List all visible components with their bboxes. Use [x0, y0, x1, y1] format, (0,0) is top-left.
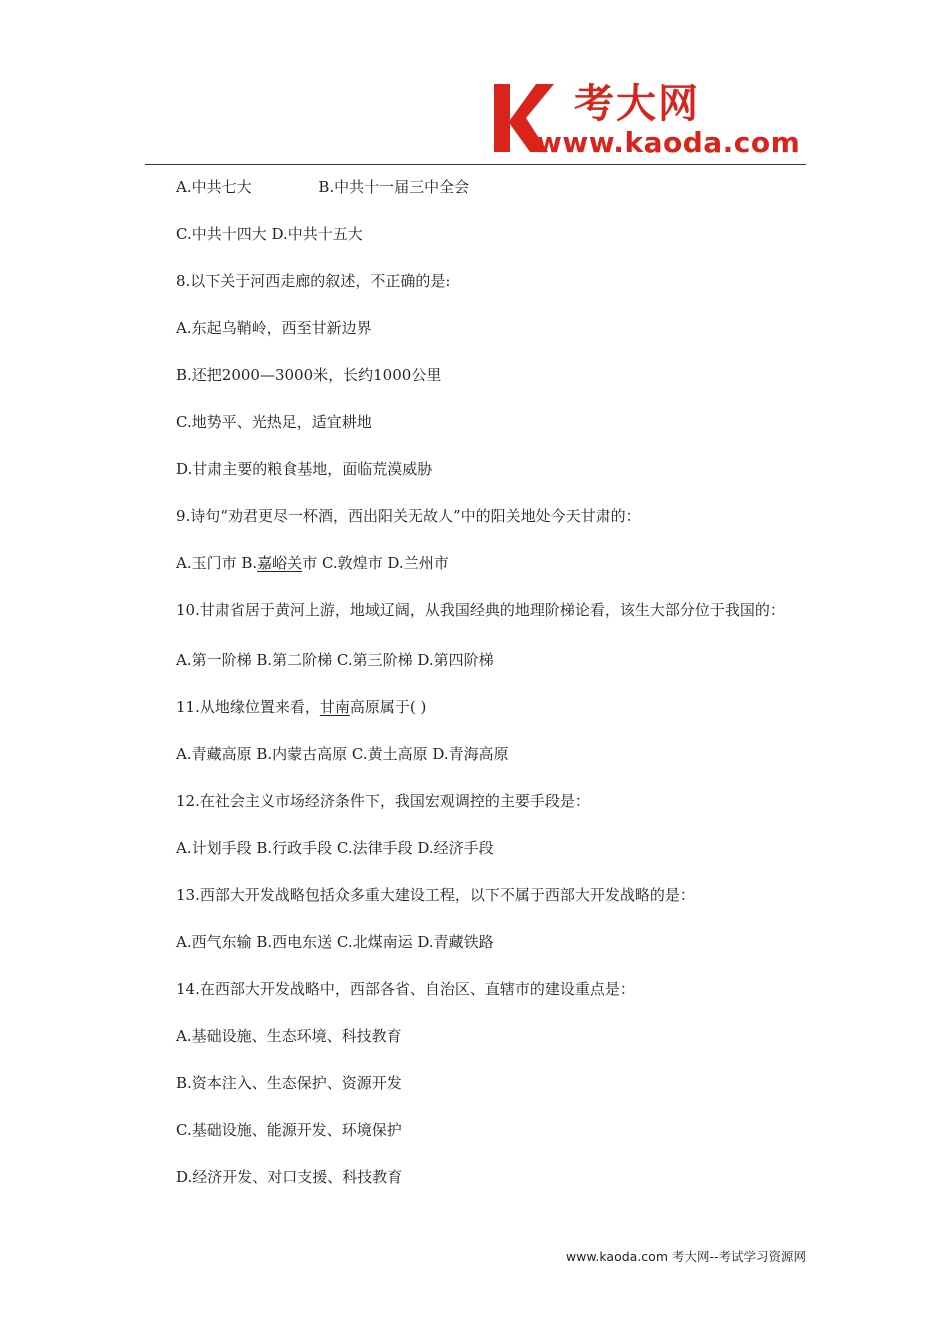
- option-line: D.经济开发、对口支援、科技教育: [176, 1168, 403, 1186]
- logo-url: www.kaoda.com: [536, 126, 801, 159]
- question-12: 12.在社会主义市场经济条件下，我国宏观调控的主要手段是：: [176, 792, 590, 810]
- option-line: C.基础设施、能源开发、环境保护: [176, 1121, 402, 1139]
- logo-chinese-name: 考大网: [574, 81, 700, 127]
- question-14: 14.在西部大开发战略中，西部各省、自治区、直辖市的建设重点是：: [176, 980, 635, 998]
- option-line: A.计划手段 B.行政手段 C.法律手段 D.经济手段: [176, 839, 494, 857]
- question-13: 13.西部大开发战略包括众多重大建设工程，以下不属于西部大开发战略的是：: [176, 886, 695, 904]
- document-body: [145, 170, 806, 1188]
- jiayuguan-link[interactable]: 嘉峪关: [257, 554, 303, 572]
- option-line: A.基础设施、生态环境、科技教育: [176, 1027, 402, 1045]
- gannan-link[interactable]: 甘南: [319, 698, 350, 716]
- question-9: 9.诗句“劝君更尽一杯酒，西出阳关无故人”中的阳关地处今天甘肃的：: [176, 507, 641, 525]
- option-line: C.中共十四大 D.中共十五大: [176, 225, 363, 243]
- option-text: 市 C.敦煌市 D.兰州市: [302, 554, 449, 572]
- option-line: [145, 552, 806, 574]
- option-line: A.东起乌鞘岭，西至甘新边界: [176, 319, 372, 337]
- option-line: A.青藏高原 B.内蒙古高原 C.黄土高原 D.青海高原: [176, 745, 509, 763]
- question-text: 高原属于( ): [349, 698, 427, 716]
- page-footer: www.kaoda.com 考大网--考试学习资源网: [565, 1249, 806, 1264]
- kaoda-logo: [490, 78, 810, 160]
- question-11: [145, 696, 806, 718]
- question-text: 11.从地缘位置来看，: [176, 698, 320, 716]
- option-line: D.甘肃主要的粮食基地，面临荒漠威胁: [176, 460, 433, 478]
- option-line: C.地势平、光热足，适宜耕地: [176, 413, 372, 431]
- option-line: B.资本注入、生态保护、资源开发: [176, 1074, 402, 1092]
- option-line: A.第一阶梯 B.第二阶梯 C.第三阶梯 D.第四阶梯: [176, 651, 494, 669]
- question-10: 10.甘肃省居于黄河上游，地域辽阔，从我国经典的地理阶梯论看，该生大部分位于我国的：: [176, 601, 785, 619]
- option-line: B.还把2000—3000米，长约1000公里: [176, 366, 442, 384]
- question-8: 8.以下关于河西走廊的叙述，不正确的是:: [176, 272, 451, 290]
- header-divider: [145, 164, 806, 165]
- option-line: A.西气东输 B.西电东送 C.北煤南运 D.青藏铁路: [176, 933, 494, 951]
- option-text: A.玉门市 B.: [176, 554, 258, 572]
- option-line: A.中共七大 B.中共十一届三中全会: [176, 178, 470, 196]
